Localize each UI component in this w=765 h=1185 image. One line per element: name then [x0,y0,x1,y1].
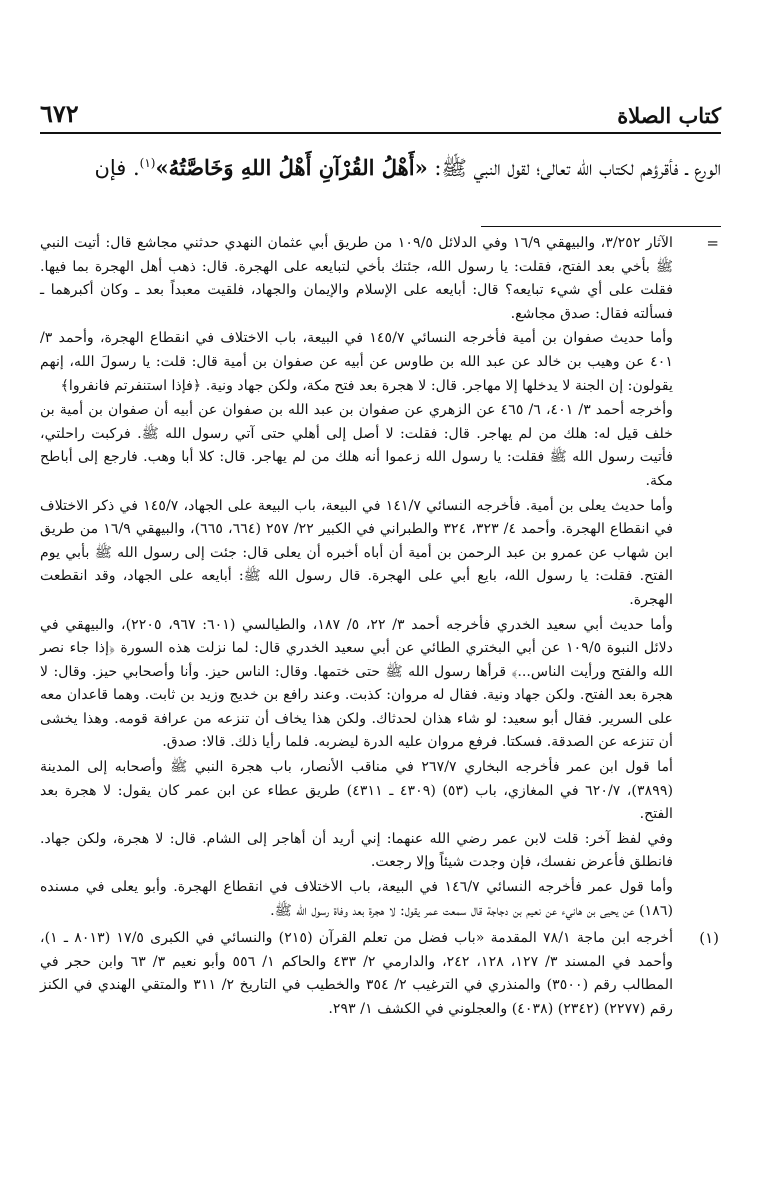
header-rule [40,132,721,134]
footnotes-section [40,232,721,1023]
footnote-paragraph: وأما حديث يعلى بن أمية. فأخرجه النسائي ١٤١/٧ في البيعة، باب البيعة على الجهاد، ١٤٥/٧ في ذكر الاختلاف في انقطاع الهجرة. وأحمد ٤/ ٣٢٣، ٣٢٤ والطبراني في الكبير ٢٢/ ٢٥٧ (٦٦٤، ٦٦٥)، والبيهقي ١٦/٩ من طريق ابن شهاب عن عمرو بن عبد الرحمن بن أمية أن أباه أخبره أن يعلى قال: جئت إلى رسول الله ﷺ بأبي يوم الفتح. فقلت: يا رسول الله، بايع أبي على الهجرة. قال رسول الله ﷺ: أبايعه على الجهاد، وقد انقطعت الهجرة. [40,497,674,608]
footnote-1 [40,927,721,1021]
page-number: ٦٧٢ [40,99,79,128]
footnote-paragraph: أما قول ابن عمر فأخرجه البخاري ٢٦٧/٧ في مناقب الأنصار، باب هجرة النبي ﷺ وأصحابه إلى المدينة (٣٨٩٩)، ٦٢٠/٧ في المغازي، باب (٥٣) (٤٣٠٩ ـ ٤٣١١) طريق عطاء عن ابن عمر كان يقول: لا هجرة بعد الفتح. [40,759,673,823]
footnote-paragraph: وأخرجه أحمد ٣/ ٤٠١، ٦/ ٤٦٥ عن الزهري عن صفوان بن عبد الله بن صفوان عن أبيه أن صفوان بن أمية بن خلف قيل له: هلك من لم يهاجر. قال: فقلت: لا أصل إلى أهلي حتى آتي رسول الله ﷺ. فركبت راحلتي، فأتيت رسول الله ﷺ فقلت: يا رسول الله زعموا أنه هلك من لم يهاجر. قال: كلا أبا وهب. فارجع إلى أباطح مكة. [40,402,673,489]
footnote-reference: (١) [139,156,156,170]
footnote-number: (١) [699,929,719,948]
footnote-paragraph: أخرجه ابن ماجة ٧٨/١ المقدمة «باب فضل من تعلم القرآن (٢١٥) والنسائي في الكبرى ١٧/٥ (٨٠١٣ ـ ١)، وأحمد في المسند ٣/ ١٢٧، ١٢٨، ٢٤٢، والدارمي ٢/ ٤٣٣ والحاكم ١/ ٥٥٦ وأبو نعيم ٣/ ٦٣ وابن حجر في المطالب رقم (٣٥٠٠) والمنذري في الترغيب ٢/ ٣٥٤ والخطيب في التاريخ ٢/ ٣١١ والمتقي الهندي في الكنز رقم (٢٢٧٧) (٢٣٤٢) (٤٠٣٨) والعجلوني في الكشف ١/ ٢٩٣. [40,930,674,1017]
book-title: كتاب الصلاة [617,103,721,128]
page-header [40,96,721,128]
continuation-marker: = [706,234,719,252]
footnote-paragraph: وأما حديث صفوان بن أمية فأخرجه النسائي ١٤٥/٧ في البيعة، باب الاختلاف في انقطاع الهجرة، وأحمد ٣/ ٤٠١ عن وهيب بن خالد عن عبد الله بن طاوس عن أبيه عن صفوان بن أمية قال: قلت: يا رسولَ الله، إنهم يقولون: إن الجنة لا يدخلها إلا مهاجر. قال: لا هجرة بعد فتح مكة، ولكن جهاد ونية. ﴿فإذا استنفرتم فانفروا﴾ [40,330,673,394]
footnote-paragraph: وفي لفظ آخر: قلت لابن عمر رضي الله عنهما: إني أريد أن أهاجر إلى الشام. قال: لا هجرة، ولكن جهاد. فانطلق فأعرض نفسك، فإن وجدت شيئاً وإلا رجعت. [40,830,673,871]
main-text-end: . فإن [94,156,140,180]
footnote-paragraph: الآثار ٣/٢٥٢، والبيهقي ١٦/٩ وفي الدلائل ١٠٩/٥ من طريق أبي عثمان النهدي حدثني مجاشع قال: أتيت النبي ﷺ بأخي بعد الفتح، فقلت: يا رسول الله، جئتك بأخي لتبايعه على الهجرة. قال: ذهب أهل الهجرة بما فيها. فقلت على أي شيء تبايعه؟ قال: أبايعه على الإسلام والإيمان والجهاد، فلقيت معبداً بعد ـ وكان أكبرهما ـ فسألته فقال: صدق مجاشع. [40,235,674,322]
footnote-paragraph: وأما قول عمر فأخرجه النسائي ١٤٦/٧ في البيعة، باب الاختلاف في انقطاع الهجرة. وأبو يعلى في مسنده (١٨٦) عن يحيى بن هانيء عن نعيم بن دجاجة قال سمعت عمر يقول: لا هجرة بعد وفاة رسول الله ﷺ. [40,879,674,919]
footnote-paragraph: وأما حديث أبي سعيد الخدري فأخرجه أحمد ٣/ ٢٢، ٥/ ١٨٧، والطيالسي (٦٠١: ٩٦٧، ٢٢٠٥)، والبيهقي في دلائل النبوة ١٠٩/٥ عن أبي البختري الطائي عن أبي سعيد الخدري قال: لما نزلت هذه السورة ﴿إذا جاء نصر الله والفتح ورأيت الناس...﴾ قرأها رسول الله ﷺ حتى ختمها. وقال: الناس حيز. وأنا وأصحابي حيز. وقال: لا هجرة بعد الفتح. ولكن جهاد ونية. فقال له مروان: كذبت. وعند رافع بن خديج وزيد بن ثابت. وهما قاعدان معه على السرير. فقال أبو سعيد: لو شاء هذان لحدثاك. ولكن هذا يخاف أن تنزعه من عرافة قومه. وهذا يخشى أن تنزعه عن الصدقة. فسكتا. فرفع مروان عليه الدرة ليضربه. فلما رأيا ذلك. قالا: صدق. [40,616,674,751]
main-text-line [40,146,721,185]
footnote-continuation [40,232,721,923]
hadith-quote: «أَهْلُ القُرْآنِ أَهْلُ اللهِ وَخَاصَّتُهُ» [155,155,428,180]
main-text-start: الورع ـ فأقرؤهم لكتاب الله تعالى؛ لقول النبي ﷺ: [427,156,721,180]
footnote-separator [481,226,721,227]
